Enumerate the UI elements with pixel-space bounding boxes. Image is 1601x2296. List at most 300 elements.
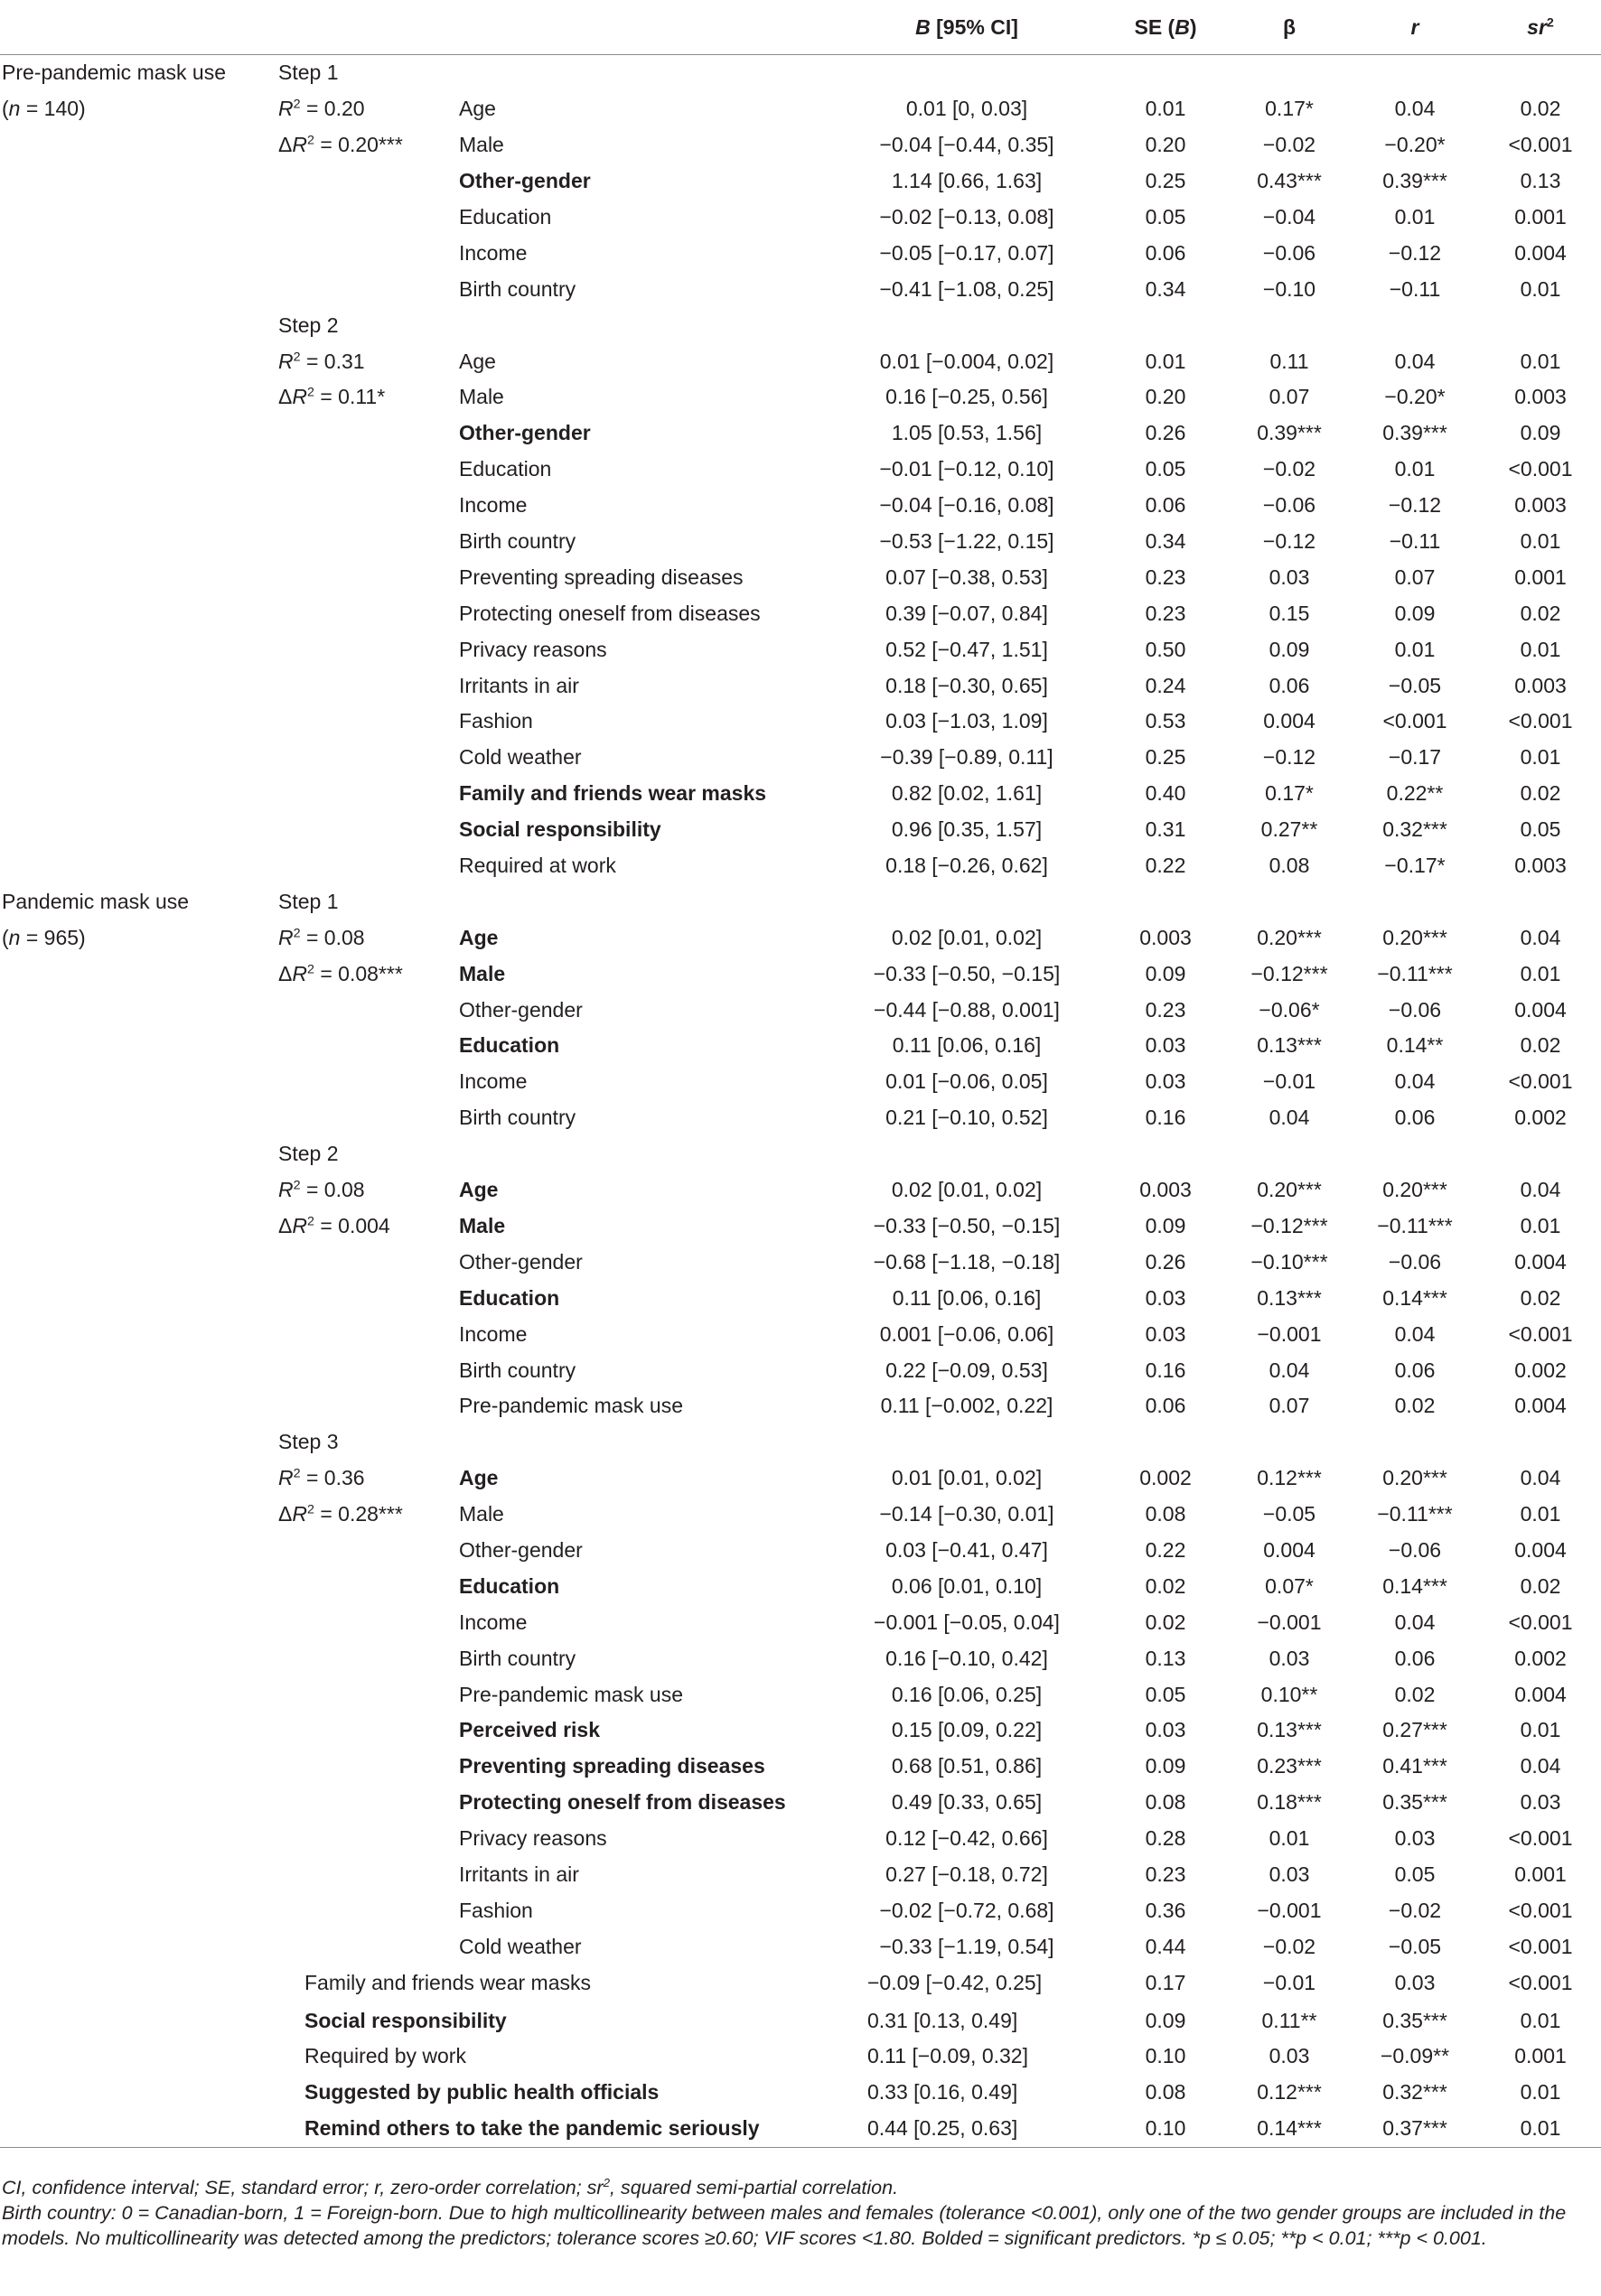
predictor-label: Age <box>459 925 499 949</box>
beta-value: 0.20*** <box>1257 1178 1322 1202</box>
predictor-label: Protecting oneself from diseases <box>459 601 761 625</box>
se-value: 0.20 <box>1145 385 1186 409</box>
step-cell <box>271 1316 452 1352</box>
b-ci-value: 0.06 [0.01, 0.10] <box>891 1573 1043 1598</box>
table-row <box>0 1533 1601 1569</box>
r-value: −0.11*** <box>1377 1502 1453 1526</box>
step-cell <box>271 1640 452 1676</box>
beta-value: −0.05 <box>1262 1502 1316 1526</box>
predictor-label: Required by work <box>304 2044 466 2068</box>
se-value: 0.23 <box>1145 601 1186 625</box>
model-cell <box>0 1533 271 1569</box>
r-value: 0.37*** <box>1350 2111 1480 2147</box>
sr2-value: 0.04 <box>1520 925 1561 949</box>
se-value: 0.25 <box>1145 745 1186 770</box>
beta-value <box>1229 883 1350 919</box>
sr2-value: 0.003 <box>1514 854 1567 878</box>
step-cell <box>271 1244 452 1280</box>
step-cell: $R^2 = 0.20$ <box>278 97 365 121</box>
step-cell <box>271 1785 452 1821</box>
beta-value: 0.07 <box>1269 385 1310 409</box>
b-ci-value: 0.001 [−0.06, 0.06] <box>879 1321 1054 1346</box>
sr2-value: 0.01 <box>1520 2080 1561 2105</box>
sr2-value: 0.02 <box>1520 601 1561 625</box>
b-ci-value: −0.02 [−0.72, 0.68] <box>879 1898 1054 1922</box>
b-ci-value: 0.01 [−0.06, 0.05] <box>885 1069 1048 1094</box>
table-row <box>0 740 1601 776</box>
model-cell: (n = 140) <box>2 97 86 121</box>
se-value: 0.53 <box>1145 709 1186 733</box>
predictor-label <box>452 1136 831 1172</box>
model-cell <box>0 1568 271 1604</box>
beta-value: −0.01 <box>1262 1970 1316 1994</box>
sr2-value: 0.002 <box>1514 1646 1567 1670</box>
model-cell <box>0 1028 271 1064</box>
model-cell <box>0 1640 271 1676</box>
beta-value <box>1229 1424 1350 1461</box>
b-ci-value <box>831 307 1102 343</box>
r-value: 0.04 <box>1394 1069 1436 1094</box>
b-ci-value: 0.18 [−0.30, 0.65] <box>885 673 1048 697</box>
model-cell <box>0 1892 271 1928</box>
beta-value: 0.04 <box>1269 1106 1310 1130</box>
r-value: 0.14*** <box>1382 1285 1447 1310</box>
predictor-label: Irritants in air <box>459 1862 579 1886</box>
r-value: 0.20*** <box>1382 925 1447 949</box>
r-value <box>1350 1136 1480 1172</box>
model-cell <box>0 271 271 307</box>
model-cell <box>0 1209 271 1245</box>
step-cell: $\Delta R^2 = 0.08***$ <box>278 961 403 985</box>
table-row <box>0 127 1601 163</box>
step-cell <box>271 1857 452 1893</box>
b-ci-value: 0.07 [−0.38, 0.53] <box>885 565 1048 589</box>
step-cell <box>271 595 452 631</box>
r-value: −0.05 <box>1388 673 1442 697</box>
footnote-details: Birth country: 0 = Canadian-born, 1 = Foreign-born. Due to high multicollinearity between males and females (tolerance <0.001), only one of the two gender groups are included in the models. No multicollinearity was detected among the predictors; tolerance scores ≥0.60; VIF scores <1.80. Bolded = significant predictors. *p ≤ 0.05; **p < 0.01; ***p < 0.001. <box>2 2202 1567 2249</box>
table-row <box>0 271 1601 307</box>
r-value: 0.41*** <box>1382 1754 1447 1778</box>
step-cell <box>271 1892 452 1928</box>
sr2-value <box>1480 883 1601 919</box>
predictor-label: Income <box>459 1610 528 1634</box>
footnote-abbreviations: CI, confidence interval; SE, standard error; r, zero-order correlation; $sr^2$, squared semi-partial correlation. <box>2 2175 899 2198</box>
model-cell <box>0 200 271 236</box>
predictor-label: Preventing spreading diseases <box>459 1754 765 1778</box>
beta-value: 0.11** <box>1261 2008 1317 2032</box>
model-cell <box>0 1064 271 1100</box>
sr2-value: <0.001 <box>1508 1826 1573 1851</box>
r-value: 0.32*** <box>1382 2080 1447 2105</box>
se-value: 0.23 <box>1145 997 1186 1022</box>
beta-value: −0.01 <box>1262 1069 1316 1094</box>
predictor-label: Income <box>459 1069 528 1094</box>
r-value: −0.11*** <box>1377 1213 1453 1237</box>
predictor-label: Pre-pandemic mask use <box>459 1394 683 1418</box>
table-row <box>0 1316 1601 1352</box>
beta-value: 0.004 <box>1263 709 1315 733</box>
step-cell <box>271 1821 452 1857</box>
table-row <box>0 1965 1601 2002</box>
b-ci-value: 0.39 [−0.07, 0.84] <box>885 601 1048 625</box>
b-ci-value: −0.33 [−1.19, 0.54] <box>879 1934 1054 1958</box>
model-cell <box>0 776 271 812</box>
step-cell <box>271 776 452 812</box>
b-ci-value: 0.03 [−0.41, 0.47] <box>885 1537 1048 1562</box>
se-value: 0.23 <box>1145 565 1186 589</box>
se-value: 0.003 <box>1139 1178 1192 1202</box>
predictor-label: Social responsibility <box>459 817 661 842</box>
sr2-value: 0.09 <box>1520 421 1561 445</box>
table-row <box>0 1821 1601 1857</box>
se-value <box>1102 55 1229 91</box>
beta-value: 0.08 <box>1269 854 1310 878</box>
r-value: 0.27*** <box>1382 1718 1447 1742</box>
table-row <box>0 1028 1601 1064</box>
r-value: 0.14*** <box>1382 1573 1447 1598</box>
r-value: −0.06 <box>1388 1249 1442 1274</box>
model-cell <box>0 1676 271 1713</box>
b-ci-value: 0.03 [−1.03, 1.09] <box>885 709 1048 733</box>
sr2-value: 0.001 <box>1514 565 1567 589</box>
r-value: 0.04 <box>1394 1321 1436 1346</box>
sr2-value: 0.02 <box>1520 97 1561 121</box>
sr2-value: 0.01 <box>1520 1213 1561 1237</box>
beta-value: −0.06* <box>1259 997 1320 1022</box>
step-cell <box>271 415 452 452</box>
table-row <box>0 1892 1601 1928</box>
se-value: 0.002 <box>1139 1466 1192 1490</box>
predictor-label: Income <box>459 240 528 265</box>
se-value: 0.03 <box>1145 1718 1186 1742</box>
header-blank-step <box>271 0 452 55</box>
se-value: 0.31 <box>1145 817 1186 842</box>
step-cell: $\Delta R^2 = 0.20***$ <box>278 133 403 157</box>
step-cell <box>271 1280 452 1316</box>
predictor-label: Other-gender <box>459 1249 583 1274</box>
step-cell <box>271 200 452 236</box>
beta-value: 0.17* <box>1265 97 1314 121</box>
predictor-label <box>452 55 831 91</box>
model-cell <box>0 2002 271 2039</box>
model-cell <box>0 848 271 884</box>
model-cell <box>0 1316 271 1352</box>
step-cell: $R^2 = 0.08$ <box>278 1178 365 1202</box>
model-cell <box>0 1100 271 1136</box>
se-value <box>1102 883 1229 919</box>
sr2-value <box>1480 307 1601 343</box>
table-row <box>0 55 1601 91</box>
b-ci-value: 1.14 [0.66, 1.63] <box>891 169 1043 193</box>
se-value: 0.28 <box>1145 1826 1186 1851</box>
beta-value <box>1229 55 1350 91</box>
model-cell <box>0 1821 271 1857</box>
model-cell: Pre-pandemic mask use <box>2 61 226 85</box>
beta-value: 0.39*** <box>1257 421 1322 445</box>
b-ci-value: 0.01 [0.01, 0.02] <box>891 1466 1043 1490</box>
beta-value: 0.06 <box>1269 673 1310 697</box>
r-value: 0.05 <box>1394 1862 1436 1886</box>
sr2-value: 0.001 <box>1514 205 1567 229</box>
model-cell <box>0 1857 271 1893</box>
beta-value: −0.12*** <box>1250 1213 1328 1237</box>
sr2-value: 0.01 <box>1520 349 1561 373</box>
table-row <box>0 595 1601 631</box>
beta-value: −0.04 <box>1262 205 1316 229</box>
model-cell <box>0 1497 271 1533</box>
r-value: 0.04 <box>1394 1610 1436 1634</box>
model-cell <box>0 992 271 1028</box>
beta-value: 0.43*** <box>1257 169 1322 193</box>
sr2-value: 0.04 <box>1520 1178 1561 1202</box>
table-row <box>0 163 1601 200</box>
model-cell <box>0 1713 271 1749</box>
b-ci-value: −0.33 [−0.50, −0.15] <box>873 1213 1061 1237</box>
table-row <box>0 1928 1601 1965</box>
step-cell <box>271 1568 452 1604</box>
table-row <box>0 1064 1601 1100</box>
sr2-value: 0.003 <box>1514 493 1567 518</box>
table-row <box>0 992 1601 1028</box>
predictor-label: Birth country <box>459 276 576 301</box>
step-cell <box>271 631 452 667</box>
predictor-label: Education <box>459 1285 560 1310</box>
b-ci-value: −0.53 [−1.22, 0.15] <box>879 529 1054 554</box>
predictor-label: Male <box>459 961 506 985</box>
beta-value: 0.27** <box>1260 817 1318 842</box>
b-ci-value: 0.11 [−0.09, 0.32] <box>867 2044 1028 2068</box>
predictor-label: Education <box>459 1033 560 1058</box>
r-value: 0.06 <box>1394 1646 1436 1670</box>
r-value: −0.17* <box>1384 854 1446 878</box>
table-row <box>0 956 1601 992</box>
table-row <box>0 776 1601 812</box>
b-ci-value <box>831 1424 1102 1461</box>
se-value: 0.06 <box>1145 240 1186 265</box>
predictor-label: Suggested by public health officials <box>304 2080 660 2105</box>
se-value: 0.06 <box>1145 1394 1186 1418</box>
r-value: 0.03 <box>1394 1826 1436 1851</box>
model-cell <box>0 1928 271 1965</box>
predictor-label <box>452 883 831 919</box>
predictor-label: Cold weather <box>459 745 582 770</box>
sr2-value: 0.002 <box>1514 1106 1567 1130</box>
sr2-value: 0.01 <box>1520 529 1561 554</box>
sr2-value: <0.001 <box>1508 1934 1573 1958</box>
sr2-value: 0.01 <box>1520 276 1561 301</box>
sr2-value: 0.002 <box>1514 1358 1567 1382</box>
model-cell <box>0 452 271 488</box>
b-ci-value: −0.05 [−0.17, 0.07] <box>879 240 1054 265</box>
table-row <box>0 1100 1601 1136</box>
table-row <box>0 488 1601 524</box>
header-se: SE (B) <box>1102 0 1229 55</box>
b-ci-value: 0.22 [−0.09, 0.53] <box>885 1358 1048 1382</box>
r-value: 0.39*** <box>1382 421 1447 445</box>
r-value: 0.09 <box>1394 601 1436 625</box>
predictor-label <box>452 1424 831 1461</box>
beta-value: 0.13*** <box>1257 1033 1322 1058</box>
model-cell <box>0 524 271 560</box>
b-ci-value: 0.02 [0.01, 0.02] <box>891 1178 1043 1202</box>
table-row <box>0 1424 1601 1461</box>
b-ci-value: −0.04 [−0.44, 0.35] <box>879 133 1054 157</box>
step-cell <box>271 1533 452 1569</box>
step-cell <box>271 1100 452 1136</box>
sr2-value: 0.003 <box>1514 385 1567 409</box>
se-value: 0.09 <box>1145 2008 1186 2032</box>
r-value: 0.04 <box>1394 97 1436 121</box>
table-row <box>0 883 1601 919</box>
b-ci-value: 0.21 [−0.10, 0.52] <box>885 1106 1048 1130</box>
table-row <box>0 1857 1601 1893</box>
r-value: 0.14** <box>1386 1033 1444 1058</box>
model-cell <box>0 1244 271 1280</box>
sr2-value <box>1480 1136 1601 1172</box>
predictor-label: Cold weather <box>459 1934 582 1958</box>
model-cell <box>0 559 271 595</box>
sr2-value: 0.004 <box>1514 997 1567 1022</box>
predictor-label <box>452 307 831 343</box>
sr2-value: 0.003 <box>1514 673 1567 697</box>
table-row <box>0 704 1601 740</box>
table-row <box>0 452 1601 488</box>
table-row <box>0 91 1601 127</box>
se-value: 0.13 <box>1145 1646 1186 1670</box>
se-value: 0.003 <box>1139 925 1192 949</box>
step-cell <box>271 271 452 307</box>
r-value: 0.35*** <box>1382 1790 1447 1815</box>
sr2-value: 0.004 <box>1514 1249 1567 1274</box>
predictor-label: Pre-pandemic mask use <box>459 1682 683 1706</box>
b-ci-value: 0.44 [0.25, 0.63] <box>831 2111 1102 2147</box>
sr2-value: 0.001 <box>1514 1862 1567 1886</box>
sr2-value <box>1480 1424 1601 1461</box>
sr2-value: 0.01 <box>1520 2008 1561 2032</box>
model-cell <box>0 379 271 415</box>
step-cell <box>271 704 452 740</box>
step-cell <box>271 163 452 200</box>
predictor-label: Income <box>459 493 528 518</box>
model-cell <box>0 631 271 667</box>
beta-value: 0.01 <box>1269 1826 1310 1851</box>
sr2-value: <0.001 <box>1508 1898 1573 1922</box>
b-ci-value: −0.39 [−0.89, 0.11] <box>880 745 1053 770</box>
beta-value: 0.07* <box>1265 1573 1314 1598</box>
b-ci-value: 0.11 [0.06, 0.16] <box>892 1033 1042 1058</box>
se-value: 0.05 <box>1145 457 1186 481</box>
b-ci-value: −0.001 [−0.05, 0.04] <box>874 1610 1060 1634</box>
beta-value: −0.02 <box>1262 457 1316 481</box>
predictor-label: Family and friends wear masks <box>304 1970 591 1994</box>
se-value: 0.10 <box>1102 2111 1229 2147</box>
predictor-label: Education <box>459 457 552 481</box>
se-value: 0.36 <box>1145 1898 1186 1922</box>
table-row <box>0 1497 1601 1533</box>
se-value: 0.02 <box>1145 1610 1186 1634</box>
step-cell: Step 1 <box>278 889 339 913</box>
se-value <box>1102 1136 1229 1172</box>
se-value: 0.05 <box>1145 205 1186 229</box>
r-value: 0.07 <box>1394 565 1436 589</box>
r-value: −0.20* <box>1384 385 1446 409</box>
sr2-value: 0.01 <box>1480 2111 1601 2147</box>
predictor-label: Other-gender <box>459 169 591 193</box>
se-value: 0.16 <box>1145 1358 1186 1382</box>
model-cell <box>0 1424 271 1461</box>
se-value: 0.03 <box>1145 1285 1186 1310</box>
step-cell <box>271 1713 452 1749</box>
model-cell <box>0 343 271 379</box>
beta-value: 0.03 <box>1269 565 1310 589</box>
step-cell <box>271 812 452 848</box>
se-value: 0.50 <box>1145 637 1186 661</box>
beta-value: −0.06 <box>1262 493 1316 518</box>
sr2-value: 0.04 <box>1520 1754 1561 1778</box>
step-cell <box>271 1064 452 1100</box>
table-row <box>0 2075 1601 2111</box>
se-value: 0.09 <box>1145 1754 1186 1778</box>
header-blank-model <box>0 0 271 55</box>
se-value: 0.25 <box>1145 169 1186 193</box>
b-ci-value <box>831 1136 1102 1172</box>
table-row <box>0 1352 1601 1388</box>
beta-value: 0.04 <box>1269 1358 1310 1382</box>
table-row <box>0 919 1601 956</box>
step-cell: $R^2 = 0.08$ <box>278 925 365 949</box>
r-value: −0.11*** <box>1377 961 1453 985</box>
step-cell <box>271 1388 452 1424</box>
sr2-value: 0.04 <box>1520 1466 1561 1490</box>
r-value: 0.20*** <box>1382 1178 1447 1202</box>
model-cell <box>0 2111 271 2147</box>
model-cell <box>0 2075 271 2111</box>
b-ci-value: 0.68 [0.51, 0.86] <box>891 1754 1043 1778</box>
b-ci-value: −0.09 [−0.42, 0.25] <box>867 1970 1043 1994</box>
table-row <box>0 2039 1601 2075</box>
se-value: 0.03 <box>1145 1069 1186 1094</box>
beta-value: 0.20*** <box>1257 925 1322 949</box>
r-value: −0.05 <box>1388 1934 1442 1958</box>
step-cell <box>271 1749 452 1785</box>
step-cell: Step 3 <box>278 1430 339 1454</box>
predictor-label: Perceived risk <box>459 1718 601 1742</box>
b-ci-value <box>831 55 1102 91</box>
table-row <box>0 415 1601 452</box>
step-cell <box>271 992 452 1028</box>
b-ci-value: 0.01 [0, 0.03] <box>905 97 1028 121</box>
se-value: 0.24 <box>1145 673 1186 697</box>
header-blank-predictor <box>452 0 831 55</box>
predictor-label: Other-gender <box>459 1537 583 1562</box>
predictor-label: Fashion <box>459 709 533 733</box>
predictor-label: Birth country <box>459 1646 576 1670</box>
step-cell <box>271 452 452 488</box>
model-cell <box>0 1785 271 1821</box>
se-value: 0.44 <box>1145 1934 1186 1958</box>
sr2-value: 0.004 <box>1514 1537 1567 1562</box>
predictor-label: Privacy reasons <box>459 637 607 661</box>
beta-value: −0.12*** <box>1250 961 1328 985</box>
r-value: 0.32*** <box>1382 817 1447 842</box>
sr2-value: 0.05 <box>1520 817 1561 842</box>
se-value: 0.03 <box>1145 1033 1186 1058</box>
predictor-label: Male <box>459 385 504 409</box>
r-value: −0.06 <box>1388 997 1442 1022</box>
table-row <box>0 524 1601 560</box>
table-row <box>0 343 1601 379</box>
beta-value: 0.03 <box>1269 1862 1310 1886</box>
